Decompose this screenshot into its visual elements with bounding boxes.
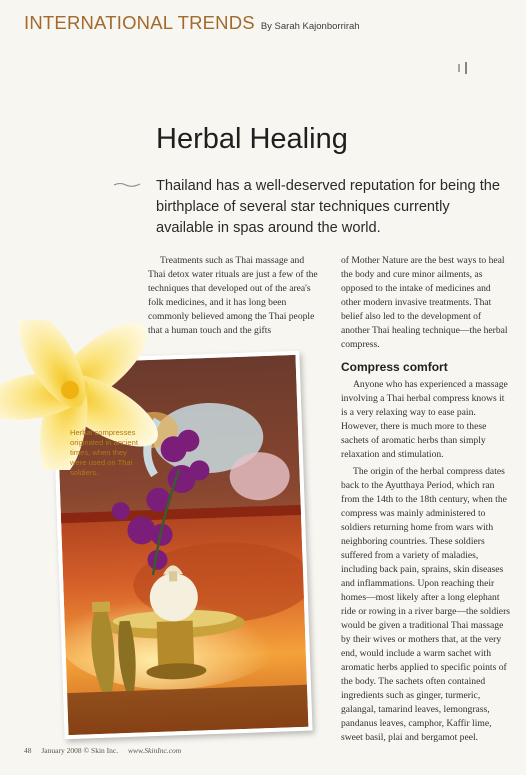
body-paragraph: Treatments such as Thai massage and Thai detox water rituals are just a few of the techniques that developed out of the area's folk medicines, and it has long been commonly believed among the Thai people that a human touch and the gifts <box>148 255 318 336</box>
article-title: Herbal Healing <box>156 123 348 155</box>
print-marks <box>455 62 475 76</box>
scan-mark <box>112 180 142 190</box>
body-column-2 <box>341 254 511 745</box>
section-subheading: Compress comfort <box>341 360 448 374</box>
body-paragraph: Anyone who has experienced a massage involving a Thai herbal compress knows it is a very relaxing way to ease pain. However, there is much more to these sachets of aromatic herbs than simply relaxation and stimulation. <box>341 379 508 460</box>
page-number: 48 <box>24 746 32 755</box>
page-footer <box>24 746 189 755</box>
website-link[interactable]: www.SkinInc.com <box>127 746 182 755</box>
issue-info: January 2008 © Skin Inc. <box>41 746 119 755</box>
body-paragraph: of Mother Nature are the best ways to heal the body and cure minor ailments, as opposed to the intake of medicines and other modern invasive treatments. That belief also led to the development of another Thai healing technique—the herbal compress. <box>341 255 508 350</box>
section-title: INTERNATIONAL TRENDS <box>24 12 255 33</box>
photo-caption: Herbal compresses originated in ancient times, when they were used on Thai soldiers. <box>70 428 138 477</box>
byline: By Sarah Kajonborrirah <box>260 21 360 32</box>
body-paragraph: The origin of the herbal compress dates back to the Ayutthaya Period, which ran from the 14th to the 18th century, when the compress was mainly administered to soldiers returning home from wars with neighboring countries. These soldiers suffered from a variety of maladies, including back pain, sprains, skin diseases and inflammations. Upon reaching their homes—most likely after a long elephant ride or rowing in a river barge—the soldiers would be given a traditional Thai massage by their wives or mothers that, at the very end, would include a warm sachet with aromatic herbs applied to specific points of the body. The sachets often contained ingredients such as ginger, turmeric, galangal, tamarind leaves, lemongrass, pandanus leaves, camphor, Kaffir lime, sweet basil, plai and bergamot peel. <box>341 466 510 743</box>
article-deck: Thailand has a well-deserved reputation for being the birthplace of several star techniques currently available in spas around the world. <box>156 178 500 236</box>
page-header <box>24 12 504 34</box>
